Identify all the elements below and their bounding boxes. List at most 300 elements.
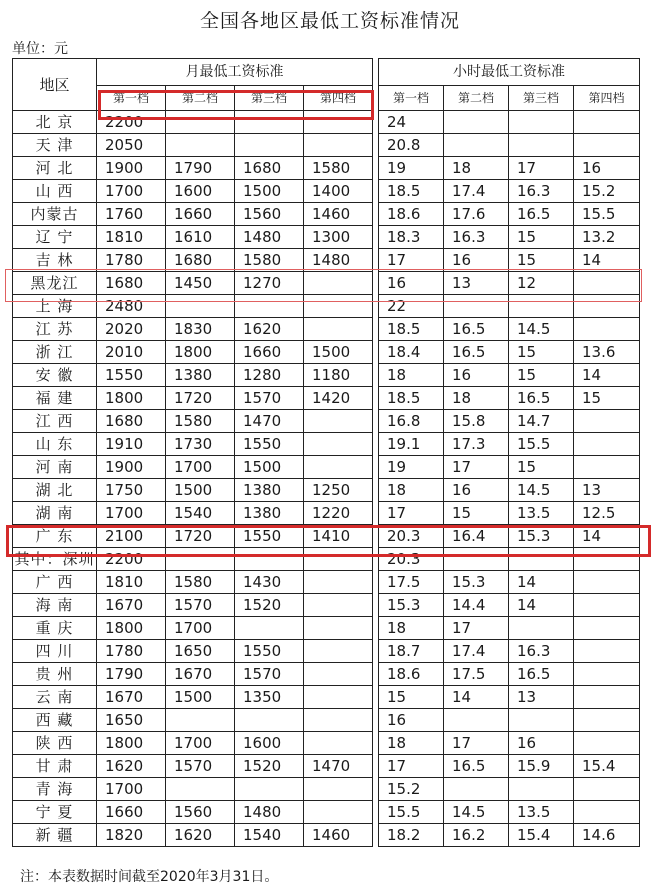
header-monthly-tier-4: 第四档 xyxy=(304,86,373,111)
hourly-tier-4-cell xyxy=(574,410,640,433)
hourly-tier-4-cell: 15 xyxy=(574,387,640,410)
monthly-tier-3-cell xyxy=(235,111,304,134)
region-cell: 新 疆 xyxy=(13,824,97,847)
region-cell: 西 藏 xyxy=(13,709,97,732)
monthly-tier-1-cell: 1620 xyxy=(97,755,166,778)
monthly-tier-2-cell: 1560 xyxy=(166,801,235,824)
monthly-tier-4-cell: 1460 xyxy=(304,824,373,847)
monthly-tier-1-cell: 1800 xyxy=(97,387,166,410)
region-cell: 北 京 xyxy=(13,111,97,134)
hourly-tier-3-cell: 16.5 xyxy=(509,203,574,226)
hourly-tier-1-cell: 19 xyxy=(379,456,444,479)
region-cell: 江 西 xyxy=(13,410,97,433)
monthly-tier-1-cell: 2200 xyxy=(97,548,166,571)
hourly-tier-4-cell: 13.2 xyxy=(574,226,640,249)
region-cell: 重 庆 xyxy=(13,617,97,640)
hourly-tier-1-cell: 17 xyxy=(379,755,444,778)
monthly-tier-4-cell xyxy=(304,732,373,755)
hourly-tier-2-cell: 16.4 xyxy=(444,525,509,548)
monthly-tier-4-cell: 1500 xyxy=(304,341,373,364)
monthly-tier-4-cell: 1220 xyxy=(304,502,373,525)
monthly-tier-2-cell: 1500 xyxy=(166,479,235,502)
monthly-tier-4-cell: 1300 xyxy=(304,226,373,249)
footnote: 注：本表数据时间截至2020年3月31日。 xyxy=(20,869,279,885)
region-cell: 贵 州 xyxy=(13,663,97,686)
monthly-tier-4-cell: 1470 xyxy=(304,755,373,778)
monthly-tier-2-cell: 1580 xyxy=(166,410,235,433)
table-row xyxy=(13,732,640,755)
monthly-tier-1-cell: 1900 xyxy=(97,456,166,479)
region-cell: 云 南 xyxy=(13,686,97,709)
monthly-tier-1-cell: 1680 xyxy=(97,410,166,433)
hourly-tier-1-cell: 18.7 xyxy=(379,640,444,663)
monthly-tier-4-cell xyxy=(304,686,373,709)
monthly-tier-1-cell: 1790 xyxy=(97,663,166,686)
monthly-tier-3-cell: 1270 xyxy=(235,272,304,295)
header-monthly-tier-2: 第二档 xyxy=(166,86,235,111)
monthly-tier-2-cell: 1700 xyxy=(166,732,235,755)
hourly-tier-2-cell xyxy=(444,111,509,134)
hourly-tier-4-cell xyxy=(574,778,640,801)
hourly-tier-1-cell: 16 xyxy=(379,709,444,732)
table-row xyxy=(13,295,640,318)
hourly-tier-3-cell: 13.5 xyxy=(509,502,574,525)
hourly-tier-2-cell: 17.5 xyxy=(444,663,509,686)
hourly-tier-3-cell xyxy=(509,778,574,801)
hourly-tier-1-cell: 17 xyxy=(379,502,444,525)
monthly-tier-2-cell: 1570 xyxy=(166,594,235,617)
monthly-tier-4-cell xyxy=(304,571,373,594)
header-hourly-tier-2: 第二档 xyxy=(444,86,509,111)
monthly-tier-1-cell: 1650 xyxy=(97,709,166,732)
hourly-tier-2-cell: 18 xyxy=(444,387,509,410)
table-row xyxy=(13,364,640,387)
header-monthly-tier-1: 第一档 xyxy=(97,86,166,111)
hourly-tier-3-cell: 15.9 xyxy=(509,755,574,778)
monthly-tier-2-cell: 1660 xyxy=(166,203,235,226)
hourly-tier-3-cell xyxy=(509,709,574,732)
monthly-tier-2-cell: 1610 xyxy=(166,226,235,249)
monthly-tier-3-cell: 1600 xyxy=(235,732,304,755)
monthly-tier-1-cell: 1660 xyxy=(97,801,166,824)
hourly-tier-4-cell xyxy=(574,295,640,318)
monthly-tier-4-cell: 1180 xyxy=(304,364,373,387)
monthly-tier-1-cell: 1780 xyxy=(97,249,166,272)
hourly-tier-2-cell: 16.2 xyxy=(444,824,509,847)
hourly-tier-3-cell: 14.5 xyxy=(509,318,574,341)
monthly-tier-3-cell: 1540 xyxy=(235,824,304,847)
region-cell: 内蒙古 xyxy=(13,203,97,226)
monthly-tier-2-cell: 1620 xyxy=(166,824,235,847)
hourly-tier-3-cell: 14 xyxy=(509,571,574,594)
hourly-tier-3-cell: 13.5 xyxy=(509,801,574,824)
monthly-tier-2-cell xyxy=(166,295,235,318)
monthly-tier-4-cell xyxy=(304,663,373,686)
monthly-tier-4-cell xyxy=(304,272,373,295)
monthly-tier-2-cell: 1600 xyxy=(166,180,235,203)
hourly-tier-4-cell: 13.6 xyxy=(574,341,640,364)
hourly-tier-1-cell: 20.3 xyxy=(379,548,444,571)
hourly-tier-1-cell: 15 xyxy=(379,686,444,709)
monthly-tier-2-cell: 1580 xyxy=(166,571,235,594)
monthly-tier-4-cell: 1410 xyxy=(304,525,373,548)
table-row xyxy=(13,617,640,640)
table-row xyxy=(13,479,640,502)
hourly-tier-3-cell: 17 xyxy=(509,157,574,180)
table-row xyxy=(13,410,640,433)
monthly-tier-3-cell: 1430 xyxy=(235,571,304,594)
region-cell: 湖 南 xyxy=(13,502,97,525)
hourly-tier-4-cell xyxy=(574,318,640,341)
table-row xyxy=(13,341,640,364)
header-monthly-tier-3: 第三档 xyxy=(235,86,304,111)
region-cell: 浙 江 xyxy=(13,341,97,364)
hourly-tier-4-cell xyxy=(574,111,640,134)
monthly-tier-2-cell: 1830 xyxy=(166,318,235,341)
hourly-tier-2-cell xyxy=(444,548,509,571)
hourly-tier-2-cell: 15.3 xyxy=(444,571,509,594)
hourly-tier-3-cell: 14.5 xyxy=(509,479,574,502)
region-cell: 福 建 xyxy=(13,387,97,410)
region-cell: 陕 西 xyxy=(13,732,97,755)
hourly-tier-2-cell: 14.5 xyxy=(444,801,509,824)
monthly-tier-4-cell xyxy=(304,433,373,456)
hourly-tier-2-cell xyxy=(444,134,509,157)
monthly-tier-1-cell: 1810 xyxy=(97,571,166,594)
monthly-tier-3-cell xyxy=(235,134,304,157)
monthly-tier-2-cell: 1450 xyxy=(166,272,235,295)
hourly-tier-2-cell: 17 xyxy=(444,456,509,479)
table-row xyxy=(13,663,640,686)
monthly-tier-4-cell: 1250 xyxy=(304,479,373,502)
monthly-tier-1-cell: 1700 xyxy=(97,502,166,525)
hourly-tier-3-cell xyxy=(509,134,574,157)
region-cell: 湖 北 xyxy=(13,479,97,502)
hourly-tier-3-cell: 16.3 xyxy=(509,640,574,663)
region-cell: 河 北 xyxy=(13,157,97,180)
hourly-tier-2-cell: 16.5 xyxy=(444,341,509,364)
region-cell: 辽 宁 xyxy=(13,226,97,249)
hourly-tier-2-cell xyxy=(444,778,509,801)
monthly-tier-2-cell: 1500 xyxy=(166,686,235,709)
hourly-tier-3-cell: 13 xyxy=(509,686,574,709)
table-row xyxy=(13,157,640,180)
table-row xyxy=(13,180,640,203)
monthly-tier-3-cell: 1560 xyxy=(235,203,304,226)
monthly-tier-4-cell xyxy=(304,134,373,157)
monthly-tier-3-cell: 1480 xyxy=(235,801,304,824)
hourly-tier-4-cell: 13 xyxy=(574,479,640,502)
monthly-tier-4-cell xyxy=(304,410,373,433)
hourly-tier-3-cell: 12 xyxy=(509,272,574,295)
region-cell: 安 徽 xyxy=(13,364,97,387)
region-cell: 甘 肃 xyxy=(13,755,97,778)
table-row xyxy=(13,755,640,778)
monthly-tier-2-cell: 1680 xyxy=(166,249,235,272)
hourly-tier-1-cell: 18 xyxy=(379,364,444,387)
hourly-tier-2-cell: 14.4 xyxy=(444,594,509,617)
monthly-tier-3-cell: 1350 xyxy=(235,686,304,709)
hourly-tier-3-cell: 16 xyxy=(509,732,574,755)
monthly-tier-3-cell xyxy=(235,778,304,801)
monthly-tier-1-cell: 1550 xyxy=(97,364,166,387)
monthly-tier-1-cell: 1700 xyxy=(97,778,166,801)
hourly-tier-2-cell: 16.5 xyxy=(444,318,509,341)
monthly-tier-3-cell xyxy=(235,617,304,640)
hourly-tier-4-cell: 15.5 xyxy=(574,203,640,226)
table-row xyxy=(13,456,640,479)
hourly-tier-4-cell: 14.6 xyxy=(574,824,640,847)
monthly-tier-4-cell: 1420 xyxy=(304,387,373,410)
hourly-tier-3-cell: 16.5 xyxy=(509,387,574,410)
table-row xyxy=(13,272,640,295)
monthly-tier-1-cell: 1910 xyxy=(97,433,166,456)
hourly-tier-3-cell xyxy=(509,617,574,640)
monthly-tier-2-cell: 1670 xyxy=(166,663,235,686)
hourly-tier-2-cell: 17.4 xyxy=(444,640,509,663)
monthly-tier-4-cell xyxy=(304,318,373,341)
table-row xyxy=(13,571,640,594)
monthly-tier-3-cell: 1500 xyxy=(235,456,304,479)
monthly-tier-1-cell: 1820 xyxy=(97,824,166,847)
hourly-tier-2-cell: 16.3 xyxy=(444,226,509,249)
table-row xyxy=(13,709,640,732)
hourly-tier-4-cell xyxy=(574,594,640,617)
table-row xyxy=(13,134,640,157)
monthly-tier-3-cell: 1280 xyxy=(235,364,304,387)
hourly-tier-2-cell xyxy=(444,295,509,318)
monthly-tier-3-cell: 1580 xyxy=(235,249,304,272)
hourly-tier-4-cell xyxy=(574,272,640,295)
monthly-tier-2-cell: 1790 xyxy=(166,157,235,180)
region-cell: 黑龙江 xyxy=(13,272,97,295)
region-cell: 广 东 xyxy=(13,525,97,548)
monthly-tier-4-cell xyxy=(304,778,373,801)
hourly-tier-1-cell: 16.8 xyxy=(379,410,444,433)
hourly-tier-4-cell xyxy=(574,686,640,709)
monthly-tier-3-cell: 1480 xyxy=(235,226,304,249)
monthly-tier-1-cell: 1780 xyxy=(97,640,166,663)
hourly-tier-3-cell: 15 xyxy=(509,341,574,364)
hourly-tier-3-cell: 15 xyxy=(509,249,574,272)
monthly-tier-4-cell xyxy=(304,594,373,617)
monthly-tier-2-cell: 1700 xyxy=(166,456,235,479)
monthly-tier-2-cell xyxy=(166,134,235,157)
monthly-tier-1-cell: 2100 xyxy=(97,525,166,548)
hourly-tier-3-cell xyxy=(509,111,574,134)
table-row xyxy=(13,801,640,824)
hourly-tier-2-cell: 17.3 xyxy=(444,433,509,456)
hourly-tier-4-cell xyxy=(574,548,640,571)
table-row xyxy=(13,594,640,617)
table-row xyxy=(13,249,640,272)
table-row xyxy=(13,686,640,709)
monthly-tier-3-cell: 1550 xyxy=(235,640,304,663)
hourly-tier-1-cell: 15.3 xyxy=(379,594,444,617)
hourly-tier-2-cell: 13 xyxy=(444,272,509,295)
hourly-tier-2-cell xyxy=(444,709,509,732)
monthly-tier-2-cell: 1730 xyxy=(166,433,235,456)
hourly-tier-4-cell xyxy=(574,456,640,479)
monthly-tier-4-cell: 1480 xyxy=(304,249,373,272)
hourly-tier-3-cell xyxy=(509,295,574,318)
hourly-tier-1-cell: 20.3 xyxy=(379,525,444,548)
monthly-tier-4-cell xyxy=(304,111,373,134)
monthly-tier-4-cell: 1460 xyxy=(304,203,373,226)
monthly-tier-1-cell: 1900 xyxy=(97,157,166,180)
hourly-tier-1-cell: 18.6 xyxy=(379,203,444,226)
hourly-tier-4-cell: 14 xyxy=(574,364,640,387)
table-row xyxy=(13,433,640,456)
hourly-tier-4-cell xyxy=(574,617,640,640)
hourly-tier-3-cell: 14 xyxy=(509,594,574,617)
hourly-tier-1-cell: 20.8 xyxy=(379,134,444,157)
monthly-tier-1-cell: 2020 xyxy=(97,318,166,341)
monthly-tier-3-cell: 1550 xyxy=(235,525,304,548)
region-cell: 青 海 xyxy=(13,778,97,801)
monthly-tier-2-cell: 1700 xyxy=(166,617,235,640)
header-hourly-tier-3: 第三档 xyxy=(509,86,574,111)
monthly-tier-4-cell xyxy=(304,801,373,824)
monthly-tier-1-cell: 2050 xyxy=(97,134,166,157)
hourly-tier-2-cell: 17 xyxy=(444,617,509,640)
monthly-tier-2-cell: 1720 xyxy=(166,525,235,548)
monthly-tier-2-cell: 1570 xyxy=(166,755,235,778)
monthly-tier-1-cell: 1800 xyxy=(97,732,166,755)
hourly-tier-1-cell: 18.6 xyxy=(379,663,444,686)
region-cell: 广 西 xyxy=(13,571,97,594)
region-cell: 吉 林 xyxy=(13,249,97,272)
hourly-tier-1-cell: 24 xyxy=(379,111,444,134)
monthly-tier-1-cell: 1800 xyxy=(97,617,166,640)
hourly-tier-4-cell xyxy=(574,571,640,594)
hourly-tier-1-cell: 15.5 xyxy=(379,801,444,824)
region-cell: 山 西 xyxy=(13,180,97,203)
hourly-tier-1-cell: 18 xyxy=(379,617,444,640)
hourly-tier-1-cell: 18 xyxy=(379,479,444,502)
monthly-tier-3-cell xyxy=(235,709,304,732)
monthly-tier-1-cell: 1670 xyxy=(97,686,166,709)
wage-table xyxy=(12,58,640,847)
hourly-tier-4-cell xyxy=(574,433,640,456)
hourly-tier-3-cell: 14.7 xyxy=(509,410,574,433)
hourly-tier-4-cell xyxy=(574,134,640,157)
monthly-tier-3-cell xyxy=(235,548,304,571)
hourly-tier-3-cell: 15.4 xyxy=(509,824,574,847)
monthly-tier-2-cell xyxy=(166,111,235,134)
hourly-tier-4-cell: 16 xyxy=(574,157,640,180)
region-cell: 上 海 xyxy=(13,295,97,318)
monthly-tier-3-cell: 1620 xyxy=(235,318,304,341)
monthly-tier-4-cell: 1580 xyxy=(304,157,373,180)
table-row xyxy=(13,226,640,249)
hourly-tier-2-cell: 16 xyxy=(444,479,509,502)
monthly-tier-1-cell: 1670 xyxy=(97,594,166,617)
hourly-tier-4-cell xyxy=(574,801,640,824)
monthly-tier-1-cell: 1810 xyxy=(97,226,166,249)
table-row xyxy=(13,387,640,410)
hourly-tier-4-cell: 15.2 xyxy=(574,180,640,203)
monthly-tier-2-cell: 1720 xyxy=(166,387,235,410)
table-row xyxy=(13,318,640,341)
table-row xyxy=(13,502,640,525)
hourly-tier-4-cell xyxy=(574,640,640,663)
monthly-tier-4-cell xyxy=(304,617,373,640)
hourly-tier-1-cell: 18.5 xyxy=(379,387,444,410)
monthly-tier-2-cell xyxy=(166,778,235,801)
monthly-tier-3-cell: 1660 xyxy=(235,341,304,364)
hourly-tier-3-cell: 15 xyxy=(509,456,574,479)
hourly-tier-1-cell: 18.5 xyxy=(379,318,444,341)
hourly-tier-3-cell: 15.5 xyxy=(509,433,574,456)
monthly-tier-4-cell xyxy=(304,640,373,663)
monthly-tier-3-cell: 1520 xyxy=(235,755,304,778)
region-cell: 其中：深圳 xyxy=(13,548,97,571)
hourly-tier-2-cell: 15 xyxy=(444,502,509,525)
hourly-tier-2-cell: 18 xyxy=(444,157,509,180)
hourly-tier-1-cell: 22 xyxy=(379,295,444,318)
monthly-tier-4-cell xyxy=(304,456,373,479)
monthly-tier-3-cell xyxy=(235,295,304,318)
header-region: 地区 xyxy=(13,59,97,111)
monthly-tier-2-cell xyxy=(166,548,235,571)
monthly-tier-2-cell xyxy=(166,709,235,732)
monthly-tier-1-cell: 2200 xyxy=(97,111,166,134)
hourly-tier-4-cell: 14 xyxy=(574,249,640,272)
monthly-tier-3-cell: 1550 xyxy=(235,433,304,456)
table-row xyxy=(13,824,640,847)
monthly-tier-1-cell: 1700 xyxy=(97,180,166,203)
hourly-tier-4-cell xyxy=(574,709,640,732)
hourly-tier-2-cell: 14 xyxy=(444,686,509,709)
region-cell: 江 苏 xyxy=(13,318,97,341)
page-title: 全国各地区最低工资标准情况 xyxy=(199,10,460,32)
monthly-tier-2-cell: 1800 xyxy=(166,341,235,364)
hourly-tier-3-cell: 15 xyxy=(509,364,574,387)
monthly-tier-2-cell: 1650 xyxy=(166,640,235,663)
monthly-tier-3-cell: 1380 xyxy=(235,479,304,502)
region-cell: 宁 夏 xyxy=(13,801,97,824)
hourly-tier-1-cell: 15.2 xyxy=(379,778,444,801)
monthly-tier-1-cell: 2480 xyxy=(97,295,166,318)
monthly-tier-3-cell: 1680 xyxy=(235,157,304,180)
monthly-tier-1-cell: 1760 xyxy=(97,203,166,226)
table-row xyxy=(13,778,640,801)
hourly-tier-3-cell: 15.3 xyxy=(509,525,574,548)
hourly-tier-1-cell: 18.2 xyxy=(379,824,444,847)
region-cell: 天 津 xyxy=(13,134,97,157)
monthly-tier-3-cell: 1500 xyxy=(235,180,304,203)
hourly-tier-4-cell: 12.5 xyxy=(574,502,640,525)
hourly-tier-2-cell: 16 xyxy=(444,364,509,387)
hourly-tier-3-cell: 15 xyxy=(509,226,574,249)
hourly-tier-1-cell: 18.5 xyxy=(379,180,444,203)
hourly-tier-1-cell: 16 xyxy=(379,272,444,295)
hourly-tier-1-cell: 18.4 xyxy=(379,341,444,364)
monthly-tier-2-cell: 1540 xyxy=(166,502,235,525)
header-hourly: 小时最低工资标准 xyxy=(379,59,640,86)
unit-label: 单位：元 xyxy=(12,41,68,57)
monthly-tier-3-cell: 1470 xyxy=(235,410,304,433)
table-row xyxy=(13,203,640,226)
region-cell: 河 南 xyxy=(13,456,97,479)
monthly-tier-4-cell xyxy=(304,548,373,571)
hourly-tier-2-cell: 15.8 xyxy=(444,410,509,433)
monthly-tier-4-cell xyxy=(304,709,373,732)
monthly-tier-3-cell: 1570 xyxy=(235,387,304,410)
hourly-tier-4-cell xyxy=(574,663,640,686)
table-body xyxy=(13,111,640,847)
